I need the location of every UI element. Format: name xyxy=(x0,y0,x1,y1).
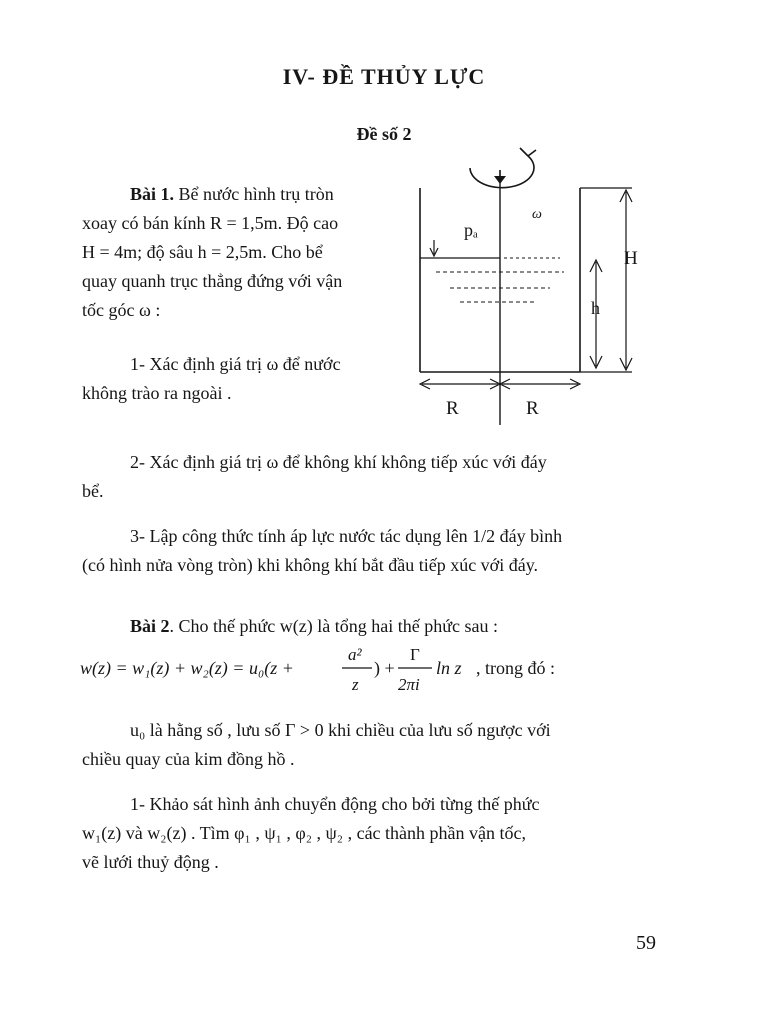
bai1-q1-line1: 1- Xác định giá trị ω để nước xyxy=(130,354,341,374)
bai1-line1: Bể nước hình trụ tròn xyxy=(174,184,334,204)
bai1-q2-line1: 2- Xác định giá trị ω để không khí không tiếp xúc với đáy xyxy=(130,452,547,472)
bai2-q1-line1: 1- Khảo sát hình ảnh chuyển động cho bởi từng thế phức xyxy=(130,794,540,814)
omega-label: ω xyxy=(532,207,542,222)
H-label: H xyxy=(624,248,638,269)
bai2-u0-description xyxy=(82,716,682,774)
bai2-intro xyxy=(82,612,682,641)
bai1-line2: xoay có bán kính R = 1,5m. Độ cao xyxy=(82,213,339,233)
bai1-line4: quay quanh trục thẳng đứng với vận xyxy=(82,271,343,291)
svg-text:z: z xyxy=(352,675,359,694)
pa-label: pₐ xyxy=(464,220,478,240)
svg-text:, trong đó :: , trong đó : xyxy=(476,658,555,678)
R-right-label: R xyxy=(526,398,539,419)
svg-text:ln z: ln z xyxy=(436,658,462,678)
svg-text:) +: ) + xyxy=(374,658,395,678)
svg-text:2πi: 2πi xyxy=(398,675,420,694)
rotation-arrow-icon xyxy=(470,156,534,188)
bai1-question1 xyxy=(82,350,402,408)
bai1-line5: tốc góc ω : xyxy=(82,300,161,320)
exam-title: Đề số 2 xyxy=(356,124,412,144)
bai2-u0-line2: chiều quay của kim đồng hồ . xyxy=(82,749,295,769)
bai1-label: Bài 1. xyxy=(130,184,175,204)
page-number: 59 xyxy=(636,932,656,954)
complex-potential-formula xyxy=(80,640,680,700)
bai2-question1 xyxy=(82,790,682,877)
bai1-intro xyxy=(82,180,402,325)
svg-text:Γ: Γ xyxy=(410,645,420,664)
bai2-u0-line1: u₀ là hằng số , lưu số Γ > 0 khi chiều của lưu số ngược với xyxy=(130,720,551,740)
bai2-label: Bài 2 xyxy=(130,616,170,636)
svg-text:a²: a² xyxy=(348,645,362,664)
bai1-q2-line2: bể. xyxy=(82,481,104,501)
rotating-tank-diagram xyxy=(400,140,660,430)
chapter-heading: IV- ĐỀ THỦY LỰC xyxy=(282,64,486,89)
bai1-question3 xyxy=(82,522,682,580)
bai2-q1-line3: vẽ lưới thuỷ động . xyxy=(82,852,219,872)
bai1-q3-line2: (có hình nửa vòng tròn) khi không khí bắt đầu tiếp xúc với đáy. xyxy=(82,555,539,575)
bai1-line3: H = 4m; độ sâu h = 2,5m. Cho bể xyxy=(82,242,323,262)
bai1-q1-line2: không trào ra ngoài . xyxy=(82,383,232,403)
bai1-q3-line1: 3- Lập công thức tính áp lực nước tác dụng lên 1/2 đáy bình xyxy=(130,526,563,546)
svg-text:w(z) = w₁(z) + w₂(z) = u₀(z +: w(z) = w₁(z) + w₂(z) = u₀(z + xyxy=(80,658,294,678)
bai2-line1: . Cho thế phức w(z) là tổng hai thế phức sau : xyxy=(169,616,498,636)
bai1-question2 xyxy=(82,448,682,506)
R-left-label: R xyxy=(446,398,459,419)
bai2-q1-line2: w₁(z) và w₂(z) . Tìm φ₁ , ψ₁ , φ₂ , ψ₂ , các thành phần vận tốc, xyxy=(82,823,527,843)
h-label: h xyxy=(591,298,600,318)
